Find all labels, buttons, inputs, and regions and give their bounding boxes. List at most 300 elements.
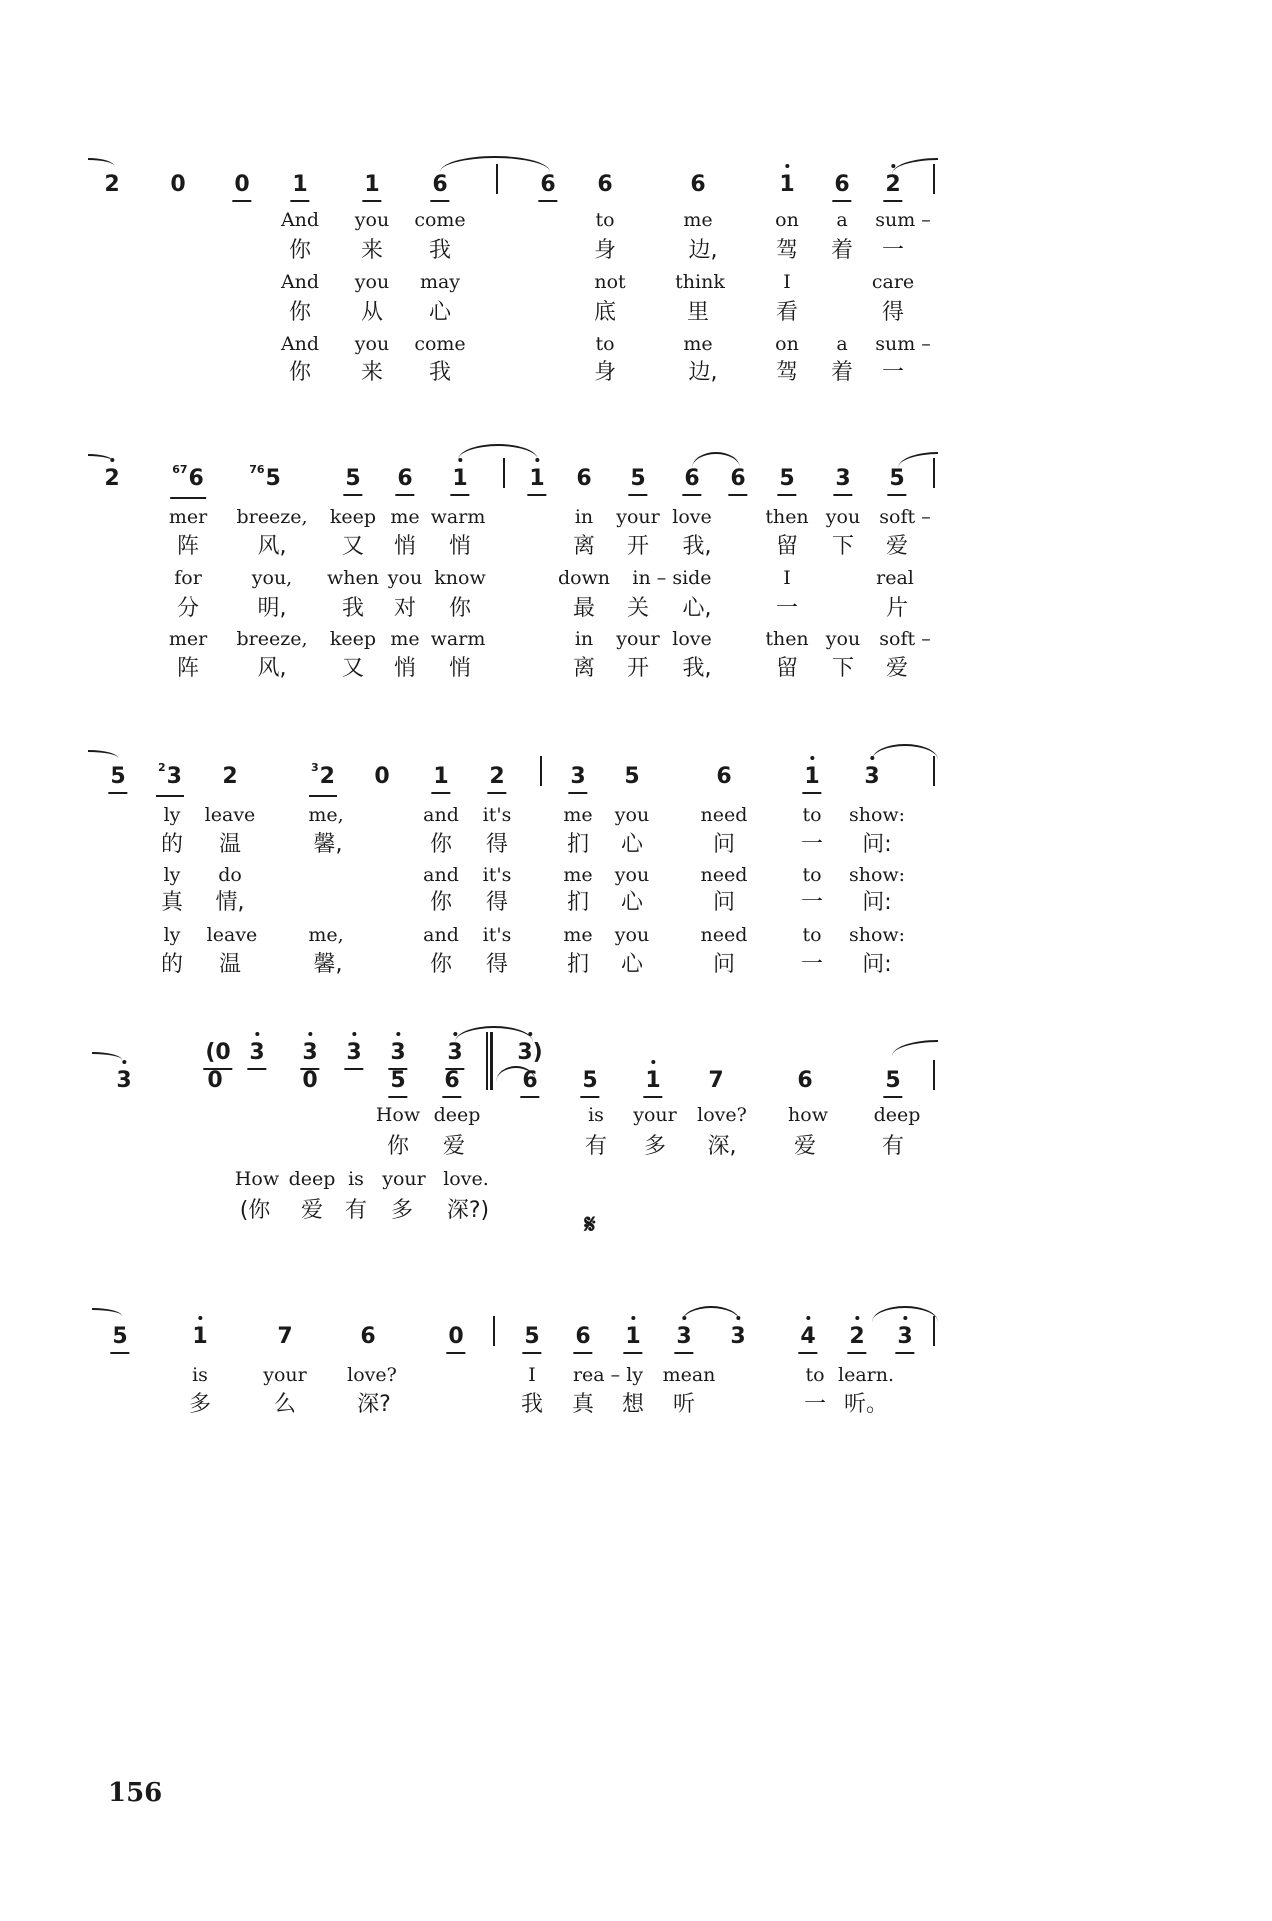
lyric: 我	[428, 238, 452, 263]
lyric: (你	[239, 1198, 271, 1223]
note: 1	[290, 170, 309, 202]
lyric: you	[614, 804, 650, 826]
lyric: in – side	[632, 567, 712, 589]
lyric: 悄	[393, 656, 417, 681]
lyric: soft –	[879, 506, 931, 528]
note: 5	[887, 464, 906, 496]
note: 1	[802, 762, 821, 794]
lyric: me,	[308, 804, 344, 826]
note: 5	[883, 1066, 902, 1098]
lyric: warm	[430, 506, 486, 528]
note: 4	[798, 1322, 817, 1354]
note: (0	[203, 1038, 232, 1070]
phrase-slur	[88, 158, 114, 166]
lyric: 驾	[775, 238, 799, 263]
lyric: How	[234, 1168, 280, 1190]
lyric: 有	[584, 1134, 608, 1159]
lyric: 听。	[843, 1392, 889, 1417]
lyric: 心	[620, 890, 644, 915]
barline	[933, 164, 935, 194]
note-digit: 6	[188, 466, 204, 491]
note: 3	[833, 464, 852, 496]
lyric: 离	[572, 656, 596, 681]
lyric: 留	[775, 656, 799, 681]
lyric: and	[423, 804, 459, 826]
lyric: And	[280, 209, 320, 231]
lyric: 风,	[257, 534, 287, 559]
lyric: 多	[390, 1198, 414, 1223]
lyric: leave	[204, 804, 256, 826]
lyric: 问:	[862, 890, 892, 915]
lyric: your	[616, 628, 660, 650]
lyric: 悄	[448, 656, 472, 681]
lyric: 深?)	[446, 1198, 490, 1223]
lyric: love	[672, 506, 712, 528]
lyric: come	[414, 209, 466, 231]
note: 0	[232, 170, 251, 202]
lyric: 一	[800, 890, 824, 915]
barline	[933, 756, 935, 786]
note: 2	[222, 764, 238, 789]
note: 1	[190, 1322, 209, 1352]
lyric: And	[280, 333, 320, 355]
note: 2	[102, 464, 121, 494]
note: 3	[728, 1322, 747, 1352]
lyric: show:	[848, 804, 906, 826]
lyric: me	[563, 864, 593, 886]
lyric: you	[825, 506, 861, 528]
lyric: leave	[206, 924, 258, 946]
lyric: I	[528, 1364, 536, 1386]
lyric: on	[775, 209, 799, 231]
lyric: your	[633, 1104, 677, 1126]
lyric: 深,	[707, 1134, 737, 1159]
lyric: 关	[626, 596, 650, 621]
note: 6	[573, 1322, 592, 1354]
lyrics-line	[0, 1196, 1272, 1236]
note: 6	[716, 764, 732, 789]
lyric: you	[387, 567, 423, 589]
lyric: keep	[329, 506, 377, 528]
lyric: 得	[485, 890, 509, 915]
lyric: I	[783, 271, 791, 293]
note: 3	[247, 1038, 266, 1070]
note	[247, 464, 283, 497]
lyric: 又	[341, 534, 365, 559]
note: 1	[431, 762, 450, 794]
lyrics-line	[0, 358, 1272, 398]
lyric: 阵	[176, 656, 200, 681]
lyric: 从	[360, 300, 384, 325]
lyric: 爱	[300, 1198, 324, 1223]
note: 5	[110, 1322, 129, 1354]
note: 0	[302, 1068, 318, 1093]
lyric: you	[825, 628, 861, 650]
lyric: 温	[218, 952, 242, 977]
lyric: down	[557, 567, 611, 589]
lyric: How	[375, 1104, 421, 1126]
lyric: 底	[593, 300, 617, 325]
lyric: soft –	[879, 628, 931, 650]
note: 3	[114, 1066, 133, 1096]
lyric: 你	[288, 300, 312, 325]
lyric: 最	[572, 596, 596, 621]
lyric: breeze,	[236, 506, 308, 528]
grace-note: 67	[172, 463, 188, 476]
note: 6	[682, 464, 701, 496]
lyric: 有	[344, 1198, 368, 1223]
lyric: 问	[712, 952, 736, 977]
lyric: 我	[341, 596, 365, 621]
lyric: to	[802, 804, 822, 826]
lyric: then	[765, 506, 809, 528]
note: 3	[445, 1038, 464, 1070]
note: 2	[883, 170, 902, 202]
lyric: 扪	[566, 832, 590, 857]
note: 1	[450, 464, 469, 496]
lyric: 的	[160, 832, 184, 857]
lyric: you	[354, 209, 390, 231]
note: 5	[108, 762, 127, 794]
lyric: for	[174, 567, 202, 589]
note: 3	[344, 1038, 363, 1070]
lyric: I	[783, 567, 791, 589]
lyric: 一	[775, 596, 799, 621]
lyric: 爱	[885, 534, 909, 559]
lyric: sum –	[875, 209, 931, 231]
lyric: care	[871, 271, 915, 293]
lyric: deep	[433, 1104, 481, 1126]
lyric: me	[563, 924, 593, 946]
lyric: 着	[830, 238, 854, 263]
note-digit: 5	[265, 466, 281, 491]
lyric: 留	[775, 534, 799, 559]
segno-sign: 𝄋	[584, 1210, 596, 1240]
lyric: love.	[443, 1168, 489, 1190]
tie-slur	[872, 744, 938, 760]
lyric: keep	[329, 628, 377, 650]
lyric: 扪	[566, 952, 590, 977]
note: 6	[597, 172, 613, 197]
lyric: sum –	[875, 333, 931, 355]
lyric: come	[414, 333, 466, 355]
lyric: 我	[520, 1392, 544, 1417]
lyric: 我,	[682, 534, 712, 559]
notes-row	[0, 762, 1272, 802]
lyric: 身	[593, 360, 617, 385]
lyric: 真	[571, 1392, 595, 1417]
lyric: 深?	[357, 1392, 391, 1417]
lyric: in	[574, 628, 594, 650]
lyric: ly	[163, 864, 181, 886]
note: 6	[360, 1324, 376, 1349]
lyric: 一	[800, 952, 824, 977]
lyric: love?	[347, 1364, 397, 1386]
lyric: you	[354, 333, 390, 355]
note: 6	[728, 464, 747, 496]
lyric: when	[327, 567, 379, 589]
lyric: do	[218, 864, 242, 886]
note: 7	[708, 1068, 724, 1093]
lyric: 馨,	[313, 832, 343, 857]
note: 2	[847, 1322, 866, 1354]
lyric: 阵	[176, 534, 200, 559]
tie-slur	[682, 1306, 740, 1322]
lyric: 我,	[682, 656, 712, 681]
grace-note: 2	[158, 761, 166, 774]
lyric: 得	[485, 952, 509, 977]
lyric: your	[616, 506, 660, 528]
lyric: and	[423, 864, 459, 886]
lyric: 对	[393, 596, 417, 621]
lyric: breeze,	[236, 628, 308, 650]
lyric: me	[683, 333, 713, 355]
note-digit: 2	[319, 764, 335, 789]
lyric: deep	[873, 1104, 921, 1126]
note: 3	[895, 1322, 914, 1354]
phrase-slur	[88, 750, 118, 758]
lyric: me	[683, 209, 713, 231]
lyric: you	[614, 864, 650, 886]
lyric: deep	[288, 1168, 336, 1190]
note	[170, 464, 206, 499]
note: 6	[395, 464, 414, 496]
lyric: 问	[712, 832, 736, 857]
lyric: 下	[831, 656, 855, 681]
barline	[493, 1316, 495, 1346]
lyric: 爱	[793, 1134, 817, 1159]
lyric: 下	[831, 534, 855, 559]
note: 5	[580, 1066, 599, 1098]
lyric: 片	[885, 596, 909, 621]
lyric: 边,	[688, 238, 718, 263]
lyric: 你	[429, 832, 453, 857]
note: 5	[388, 1066, 407, 1098]
lyrics-line	[0, 654, 1272, 694]
lyric: 听	[672, 1392, 696, 1417]
lyric: 多	[188, 1392, 212, 1417]
lyric: 爱	[885, 656, 909, 681]
lyric: 你	[448, 596, 472, 621]
lyric: 着	[830, 360, 854, 385]
note: 6	[538, 170, 557, 202]
lyric: 一	[881, 360, 905, 385]
note: 5	[777, 464, 796, 496]
lyric: 得	[485, 832, 509, 857]
lyric: need	[700, 864, 748, 886]
lyric: to	[805, 1364, 825, 1386]
note: 6	[430, 170, 449, 202]
note: 6	[576, 466, 592, 491]
lyric: 风,	[257, 656, 287, 681]
barline	[933, 1060, 935, 1090]
note: 3	[862, 762, 881, 792]
lyric: 一	[803, 1392, 827, 1417]
lyric: 问:	[862, 952, 892, 977]
grace-note: 3	[311, 761, 319, 774]
note: 1	[527, 464, 546, 496]
lyric: is	[588, 1104, 604, 1126]
lyric: to	[595, 333, 615, 355]
lyric: me,	[308, 924, 344, 946]
lyric: 一	[881, 238, 905, 263]
lyric: 温	[218, 832, 242, 857]
lyric: 边,	[688, 360, 718, 385]
lyric: it's	[482, 864, 512, 886]
lyric: 你	[288, 360, 312, 385]
lyric: 我	[428, 360, 452, 385]
lyric: not	[594, 271, 626, 293]
lyric: 你	[429, 952, 453, 977]
lyric: in	[574, 506, 594, 528]
lyric: 心	[620, 952, 644, 977]
repeat-barline	[486, 1060, 493, 1090]
note: 1	[777, 170, 796, 200]
lyric: to	[802, 864, 822, 886]
notes-row	[0, 464, 1272, 504]
note: 2	[487, 762, 506, 794]
note: 6	[832, 170, 851, 202]
lyric: 你	[386, 1134, 410, 1159]
lyric: 多	[643, 1134, 667, 1159]
lyric: 爱	[442, 1134, 466, 1159]
note-digit: 3	[166, 764, 182, 789]
note: 1	[643, 1066, 662, 1098]
note: 5	[522, 1322, 541, 1354]
lyric: 心	[620, 832, 644, 857]
lyric: 问:	[862, 832, 892, 857]
lyric: 开	[626, 534, 650, 559]
note: 1	[623, 1322, 642, 1354]
lyric: show:	[848, 924, 906, 946]
note: 0	[446, 1322, 465, 1354]
note: 3	[388, 1038, 407, 1070]
lyric: your	[382, 1168, 426, 1190]
lyric: a	[836, 333, 848, 355]
lyric: it's	[482, 804, 512, 826]
lyric: 身	[593, 238, 617, 263]
lyric: need	[700, 804, 748, 826]
note: 0	[207, 1068, 223, 1093]
tie-slur	[458, 444, 538, 460]
note: 0	[170, 172, 186, 197]
lyric: love	[672, 628, 712, 650]
lyric: 你	[288, 238, 312, 263]
lyric: 离	[572, 534, 596, 559]
note: 3	[674, 1322, 693, 1354]
barline	[540, 756, 542, 786]
lyric: 一	[800, 832, 824, 857]
grace-note: 76	[249, 463, 265, 476]
note	[309, 762, 337, 797]
lyric: on	[775, 333, 799, 355]
lyric: 你	[429, 890, 453, 915]
lyric: a	[836, 209, 848, 231]
note	[156, 762, 184, 797]
lyric: it's	[482, 924, 512, 946]
note: 6	[797, 1068, 813, 1093]
lyric: your	[263, 1364, 307, 1386]
lyrics-line	[0, 950, 1272, 990]
lyric: you	[614, 924, 650, 946]
lyrics-line	[0, 1390, 1272, 1430]
lyric: and	[423, 924, 459, 946]
lyric: 驾	[775, 360, 799, 385]
lyric: 得	[881, 300, 905, 325]
note: 5	[343, 464, 362, 496]
lyric: mean	[662, 1364, 716, 1386]
lyric: 来	[360, 360, 384, 385]
lyric: 悄	[393, 534, 417, 559]
note: 5	[628, 464, 647, 496]
lyric: 明,	[257, 596, 287, 621]
lyric: think	[675, 271, 725, 293]
lyric: me	[563, 804, 593, 826]
lyric: you,	[251, 567, 293, 589]
note: 7	[277, 1324, 293, 1349]
lyric: know	[434, 567, 486, 589]
lyric: 的	[160, 952, 184, 977]
lyric: mer	[168, 506, 208, 528]
lyric: warm	[430, 628, 486, 650]
note: 6	[520, 1066, 539, 1098]
lyric: 扪	[566, 890, 590, 915]
lyric: ly	[163, 924, 181, 946]
lyric: learn.	[837, 1364, 895, 1386]
lyric: love?	[697, 1104, 747, 1126]
note: 0	[374, 764, 390, 789]
lyric: 分	[176, 596, 200, 621]
lyric: real	[876, 567, 914, 589]
lyric: 心,	[682, 596, 712, 621]
lyric: is	[192, 1364, 208, 1386]
note: 3)	[515, 1038, 544, 1068]
lyric: rea – ly	[572, 1364, 644, 1386]
repeat-barline	[486, 1032, 493, 1062]
lyric: 又	[341, 656, 365, 681]
lyric: 情,	[215, 890, 245, 915]
page-number: 156	[108, 1778, 163, 1808]
lyric: 么	[273, 1392, 297, 1417]
note: 1	[362, 170, 381, 202]
lyric: me	[390, 628, 420, 650]
lyric: 馨,	[313, 952, 343, 977]
lyric: 心	[428, 300, 452, 325]
lyric: then	[765, 628, 809, 650]
notes-row	[0, 1322, 1272, 1362]
barline	[933, 1316, 935, 1346]
lyric: 悄	[448, 534, 472, 559]
lyric: how	[788, 1104, 828, 1126]
lyric: mer	[168, 628, 208, 650]
lyric: 问	[712, 890, 736, 915]
lyric: 里	[686, 300, 710, 325]
note: 5	[624, 764, 640, 789]
lyric: may	[419, 271, 461, 293]
note: 6	[442, 1066, 461, 1098]
lyric: ly	[163, 804, 181, 826]
notes-row	[0, 170, 1272, 210]
note: 6	[690, 172, 706, 197]
lyric: to	[802, 924, 822, 946]
note: 3	[300, 1038, 319, 1070]
lyric: show:	[848, 864, 906, 886]
lyric: 有	[881, 1134, 905, 1159]
barline	[503, 458, 505, 488]
note: 3	[568, 762, 587, 794]
lyric: is	[348, 1168, 364, 1190]
lyric: And	[280, 271, 320, 293]
